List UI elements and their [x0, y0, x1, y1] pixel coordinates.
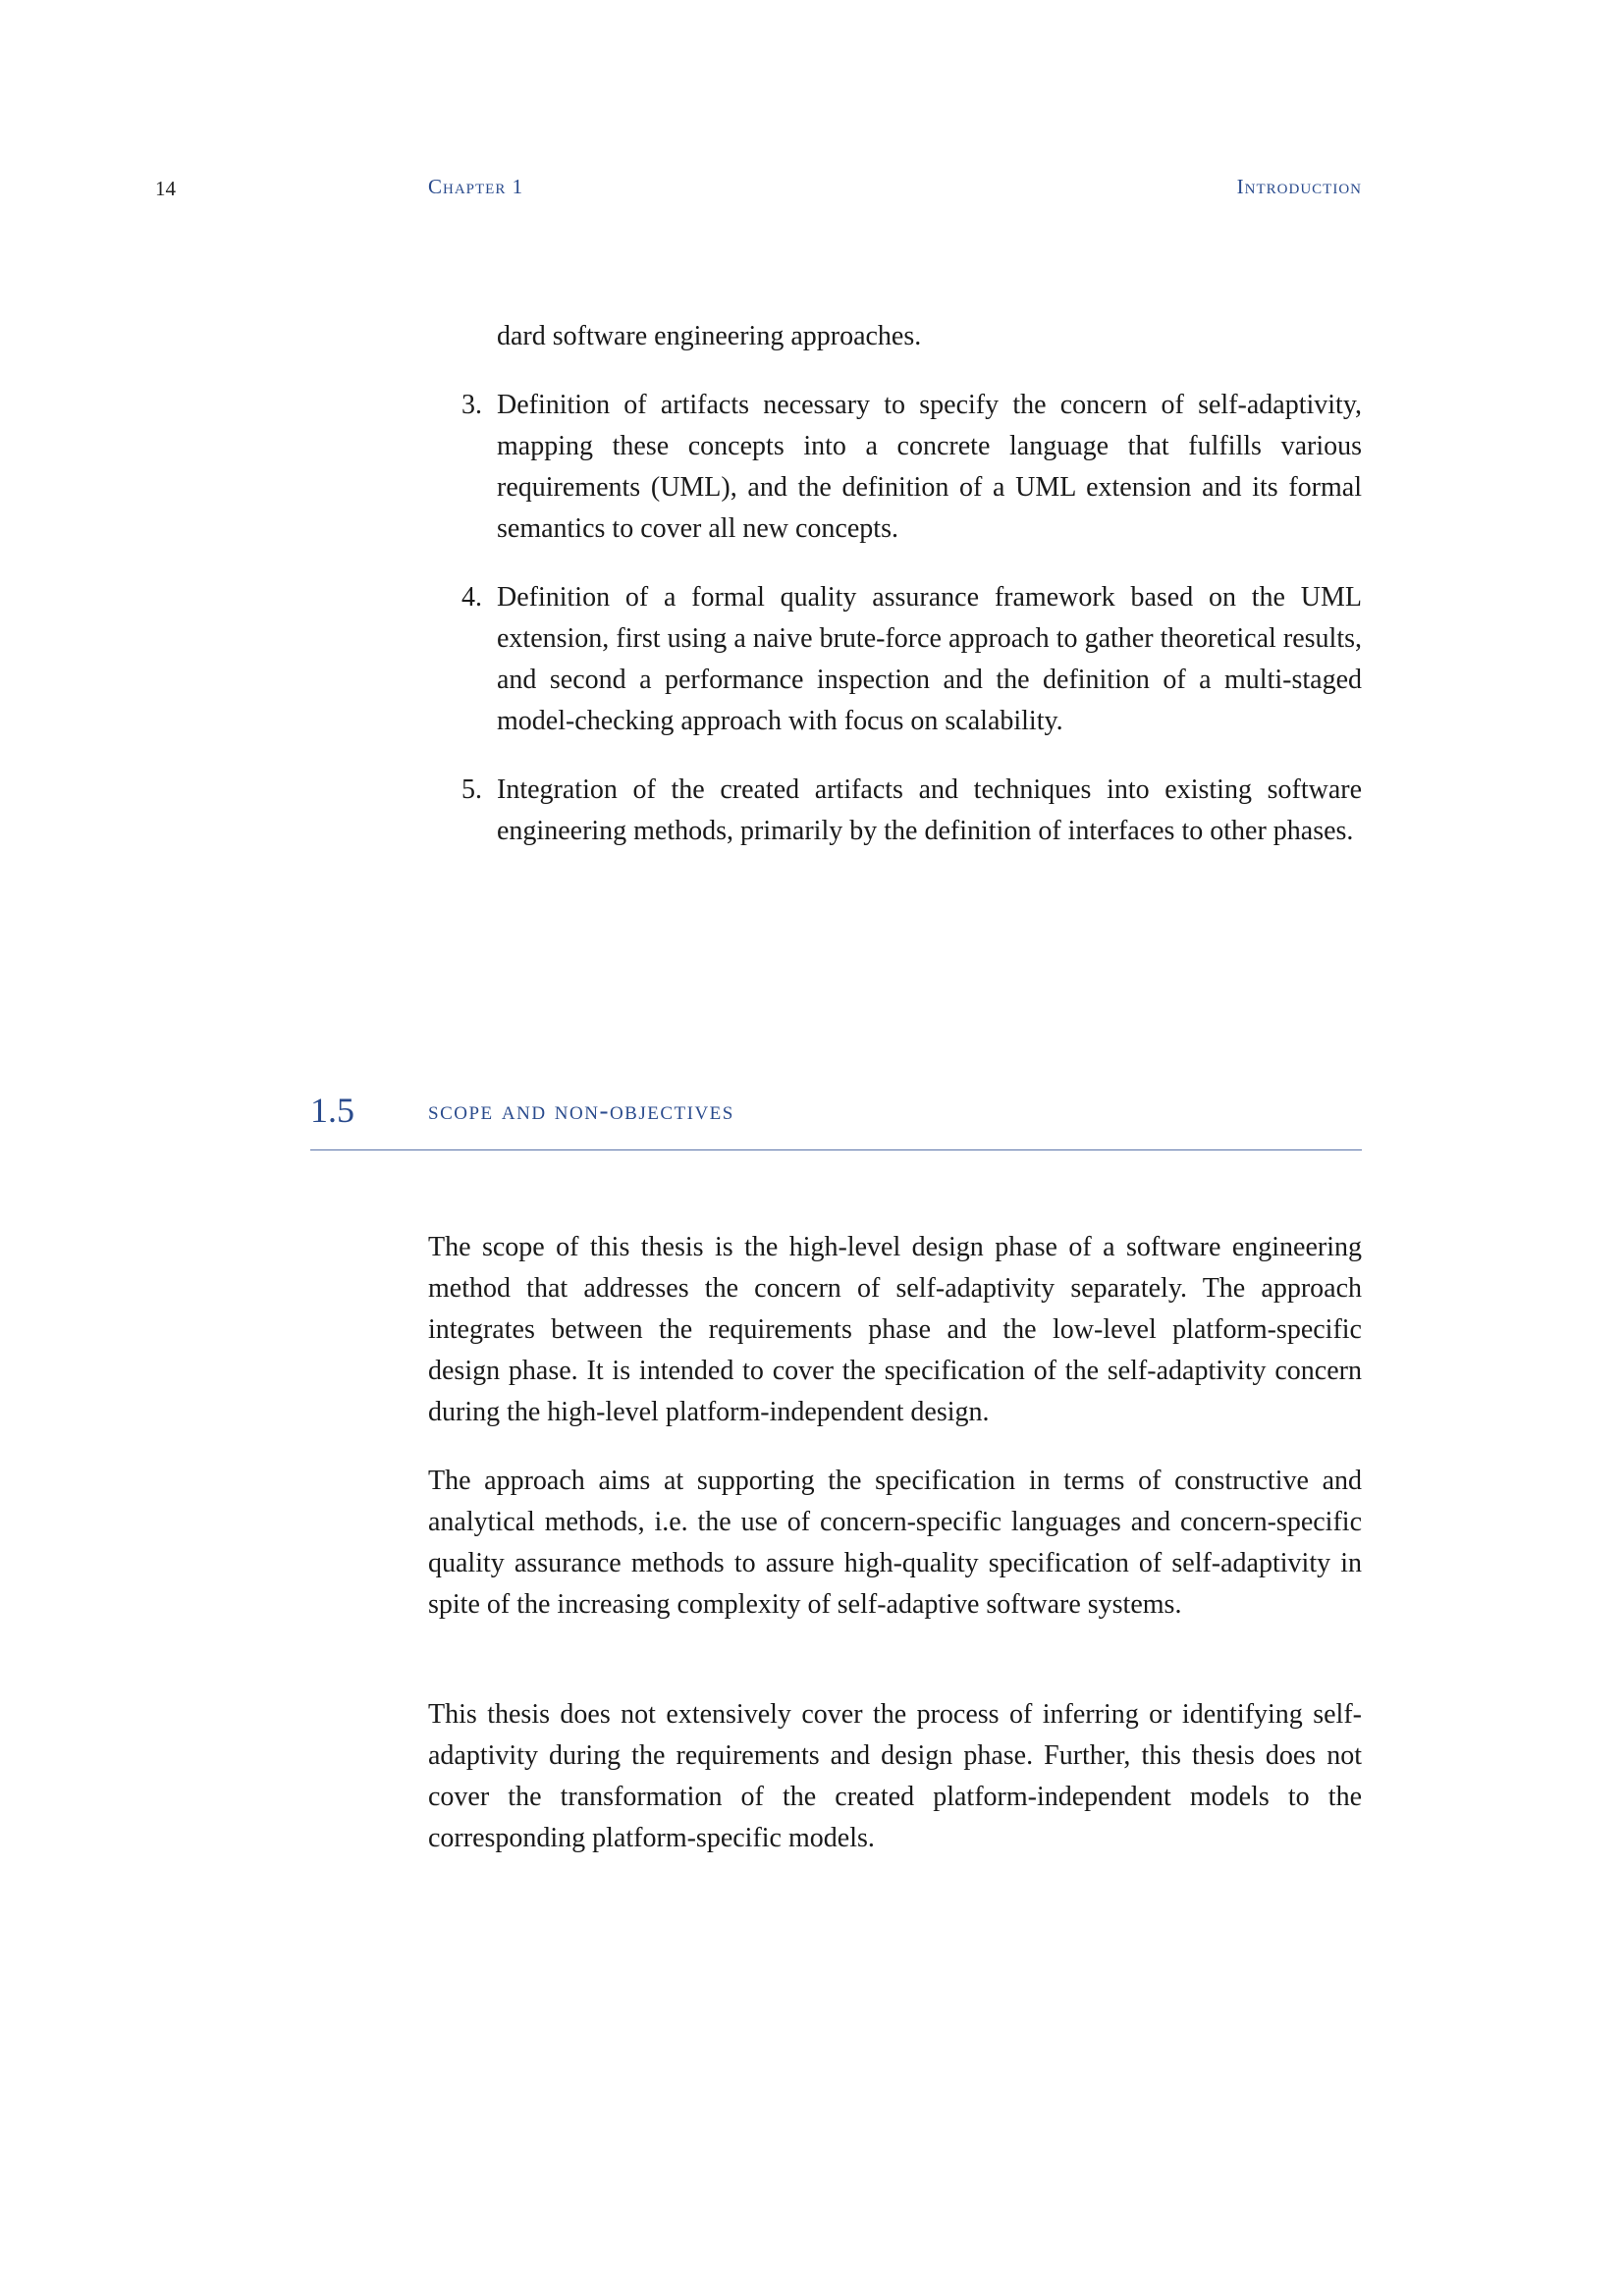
list-item	[461, 770, 1362, 852]
list-item	[461, 385, 1362, 550]
paragraph: This thesis does not extensively cover the process of inferring or identifying self-adaptivity during the requirements and design phase. Further, this thesis does not cover the transformation of the created platform-independent models to the corresponding platform-specific models.	[428, 1699, 1362, 1853]
section-title: scope and non-objectives	[428, 1095, 734, 1125]
running-header-title: Introduction	[1236, 175, 1362, 198]
paragraph: The scope of this thesis is the high-level design phase of a software engineering method that addresses the concern of self-adaptivity separately. The approach integrates between the requirements phase and the low-level platform-specific design phase. It is intended to cover the specification of the self-adaptivity concern during the high-level platform-independent design.	[428, 1232, 1362, 1427]
list-item-number: 5.	[461, 774, 482, 805]
list-item-text: Integration of the created artifacts and techniques into existing software engineering methods, primarily by the definition of interfaces to other phases.	[497, 774, 1362, 846]
page-number: 14	[155, 177, 176, 200]
section-rule	[310, 1149, 1362, 1150]
list-item-text: Definition of artifacts necessary to specify the concern of self-adaptivity, mapping these concepts into a concrete language that fulfills various requirements (UML), and the definition of a UML extension and its formal semantics to cover all new concepts.	[497, 390, 1362, 544]
paragraph: The approach aims at supporting the specification in terms of constructive and analytical methods, i.e. the use of concern-specific languages and concern-specific quality assurance methods to assure high-quality specification of self-adaptivity in spite of the increasing complexity of self-adaptive software systems.	[428, 1466, 1362, 1620]
list-item-text: Definition of a formal quality assurance framework based on the UML extension, first using a naive brute-force approach to gather theoretical results, and second a performance inspection and the definition of a multi-staged model-checking approach with focus on scalability.	[497, 582, 1362, 736]
continuation-text: dard software engineering approaches.	[497, 321, 922, 351]
list-item	[461, 577, 1362, 742]
list-item-number: 3.	[461, 390, 482, 420]
running-header-chapter: Chapter 1	[428, 175, 524, 198]
list-item-number: 4.	[461, 582, 482, 613]
section-number: 1.5	[310, 1091, 354, 1130]
